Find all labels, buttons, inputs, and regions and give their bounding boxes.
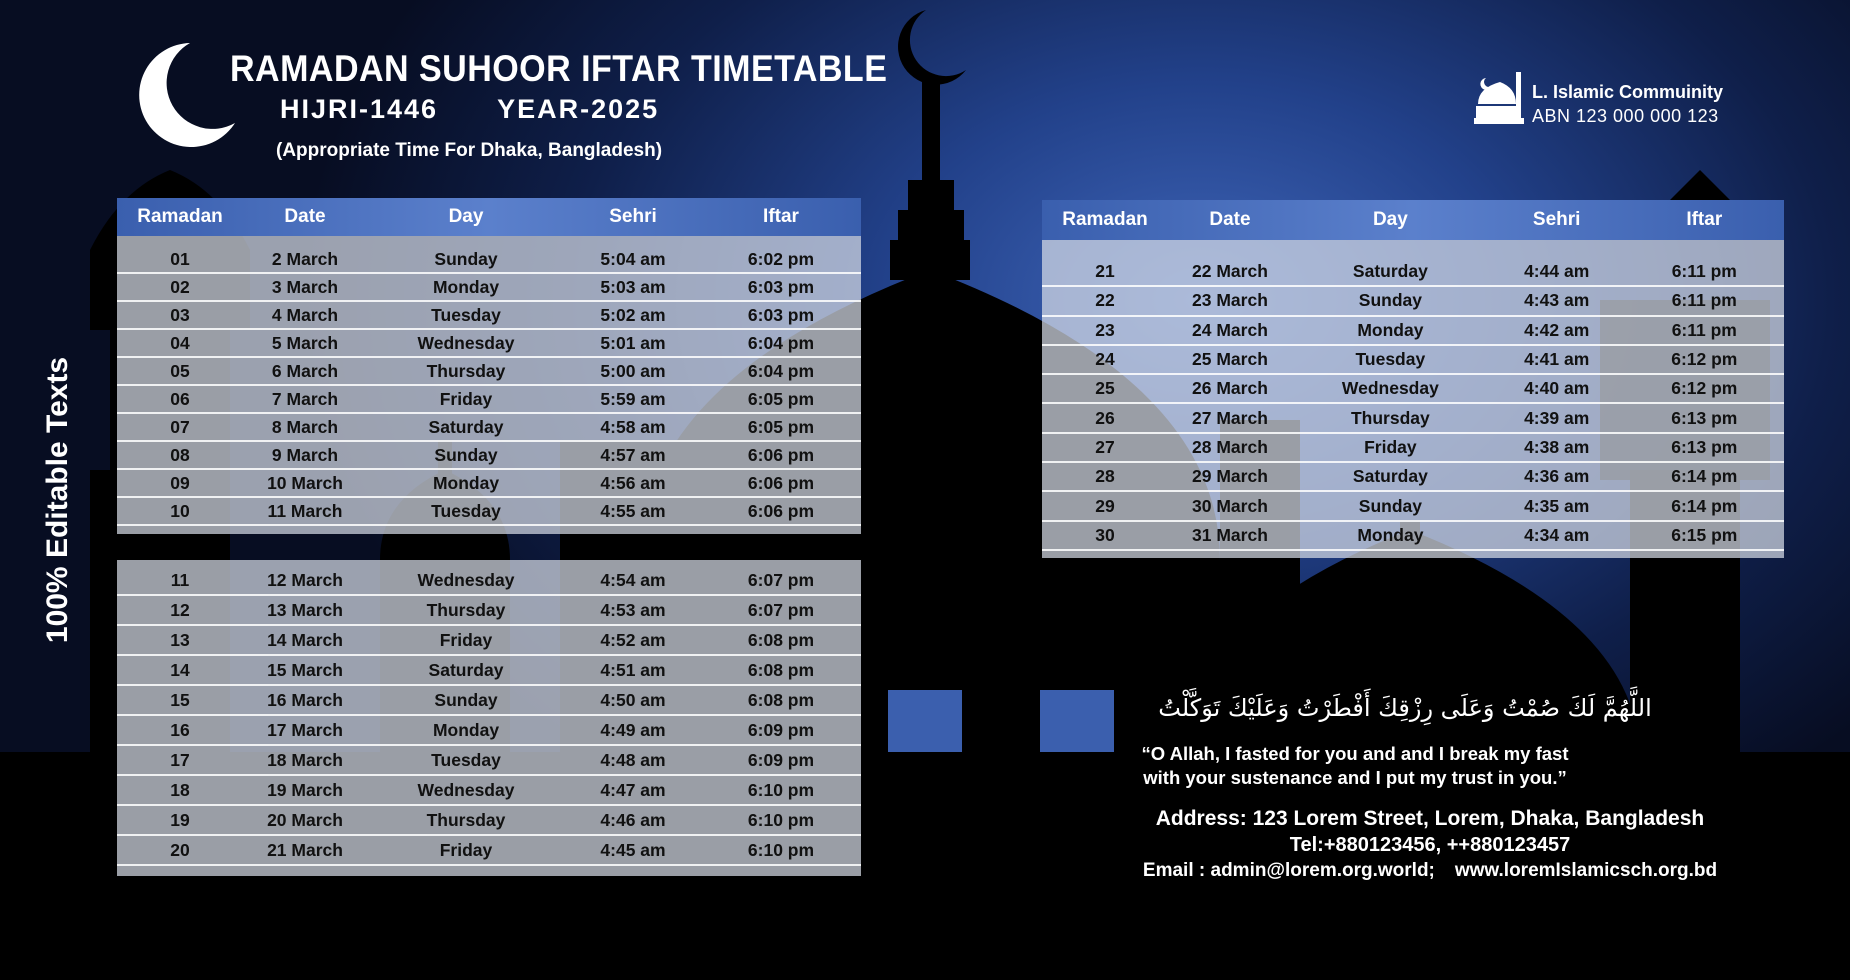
cell-date: 22 March — [1192, 261, 1268, 282]
address-text: Address: 123 Lorem Street, Lorem, Dhaka, Bangladesh — [1155, 807, 1705, 830]
cell-sehri: 4:34 am — [1524, 524, 1590, 545]
cell-sehri: 5:59 am — [600, 388, 666, 409]
cell-iftar: 6:03 pm — [747, 304, 815, 325]
cell-date: 3 March — [271, 276, 339, 297]
cell-date: 19 March — [267, 779, 343, 800]
cell-iftar: 6:13 pm — [1671, 436, 1738, 457]
cell-ramadan: 27 — [1095, 436, 1115, 457]
cell-day: Monday — [1357, 319, 1424, 340]
organization-block — [1472, 68, 1772, 130]
cell-ramadan: 13 — [170, 629, 190, 650]
cell-date: 20 March — [267, 809, 343, 830]
cell-ramadan: 02 — [170, 276, 190, 297]
cell-day: Tuesday — [431, 749, 501, 770]
cell-sehri: 5:01 am — [600, 332, 666, 353]
cell-iftar: 6:12 pm — [1671, 349, 1738, 370]
cell-sehri: 4:46 am — [600, 809, 666, 830]
cell-ramadan: 22 — [1095, 290, 1115, 311]
cell-date: 30 March — [1192, 495, 1268, 516]
editable-texts-label: 100% Editable Texts — [41, 356, 74, 644]
cell-date: 24 March — [1192, 319, 1268, 340]
cell-ramadan: 15 — [170, 689, 190, 710]
cell-day: Thursday — [1350, 407, 1430, 428]
cell-iftar: 6:08 pm — [747, 629, 815, 650]
table-row — [117, 566, 861, 596]
table-row — [1042, 258, 1784, 287]
cell-ramadan: 18 — [170, 779, 190, 800]
cell-ramadan: 26 — [1095, 407, 1115, 428]
table-row — [117, 470, 861, 498]
cell-iftar: 6:10 pm — [747, 809, 815, 830]
cell-sehri: 4:52 am — [600, 629, 666, 650]
cell-iftar: 6:04 pm — [747, 360, 815, 381]
table-row — [117, 498, 861, 526]
cell-iftar: 6:11 pm — [1671, 290, 1737, 311]
cell-iftar: 6:14 pm — [1671, 495, 1738, 516]
cell-date: 21 March — [267, 839, 343, 860]
cell-ramadan: 21 — [1095, 261, 1115, 282]
cell-ramadan: 24 — [1095, 349, 1115, 370]
table-row — [1042, 522, 1784, 551]
cell-sehri: 4:57 am — [600, 444, 666, 465]
cell-sehri: 4:43 am — [1524, 290, 1590, 311]
cell-iftar: 6:04 pm — [747, 332, 815, 353]
cell-sehri: 4:41 am — [1524, 349, 1590, 370]
cell-date: 29 March — [1192, 466, 1268, 487]
table-row — [1042, 317, 1784, 346]
cell-ramadan: 10 — [170, 500, 190, 521]
col-date: Date — [1209, 209, 1251, 230]
cell-date: 15 March — [267, 659, 343, 680]
cell-date: 4 March — [271, 304, 339, 325]
cell-sehri: 5:03 am — [600, 276, 666, 297]
cell-date: 10 March — [267, 472, 343, 493]
cell-date: 26 March — [1192, 378, 1268, 399]
table-row — [117, 716, 861, 746]
table-row — [1042, 375, 1784, 404]
cell-date: 11 March — [267, 500, 343, 521]
location-note: (Appropriate Time For Dhaka, Bangladesh) — [276, 140, 663, 161]
cell-sehri: 4:50 am — [600, 689, 666, 710]
table-row — [117, 746, 861, 776]
cell-day: Friday — [439, 839, 493, 860]
cell-iftar: 6:09 pm — [747, 749, 815, 770]
cell-ramadan: 20 — [170, 839, 190, 860]
cell-day: Sunday — [434, 248, 498, 269]
table-row — [117, 686, 861, 716]
cell-sehri: 4:54 am — [600, 569, 666, 590]
phone-text: Tel:+880123456, ++880123457 — [1289, 834, 1571, 856]
cell-day: Thursday — [426, 599, 506, 620]
cell-iftar: 6:11 pm — [1671, 261, 1737, 282]
table-row — [117, 776, 861, 806]
website-link[interactable]: www.loremIslamicsch.org.bd — [1454, 860, 1718, 881]
cell-iftar: 6:09 pm — [747, 719, 815, 740]
col-day: Day — [448, 206, 484, 227]
table-row — [1042, 463, 1784, 492]
cell-iftar: 6:08 pm — [747, 659, 815, 680]
cell-date: 9 March — [271, 444, 339, 465]
cell-date: 18 March — [267, 749, 343, 770]
cell-day: Monday — [432, 472, 500, 493]
cell-iftar: 6:10 pm — [747, 839, 815, 860]
cell-iftar: 6:13 pm — [1671, 407, 1738, 428]
cell-day: Sunday — [434, 444, 498, 465]
table-header — [1042, 200, 1784, 240]
cell-ramadan: 05 — [170, 360, 190, 381]
cell-day: Saturday — [428, 659, 504, 680]
page-subtitle — [280, 94, 709, 125]
cell-ramadan: 08 — [170, 444, 190, 465]
cell-day: Saturday — [1352, 261, 1428, 282]
cell-sehri: 5:00 am — [600, 360, 666, 381]
timetable-days-1-10 — [117, 198, 861, 534]
cell-iftar: 6:15 pm — [1671, 524, 1738, 545]
cell-day: Sunday — [1358, 290, 1422, 311]
col-sehri: Sehri — [609, 206, 657, 227]
cell-iftar: 6:06 pm — [747, 444, 815, 465]
cell-sehri: 4:49 am — [600, 719, 666, 740]
cell-iftar: 6:05 pm — [747, 416, 815, 437]
cell-ramadan: 11 — [170, 569, 190, 590]
cell-sehri: 4:39 am — [1524, 407, 1590, 428]
cell-ramadan: 06 — [170, 388, 190, 409]
cell-sehri: 4:48 am — [600, 749, 666, 770]
cell-date: 16 March — [267, 689, 343, 710]
table-row — [1042, 405, 1784, 434]
cell-ramadan: 28 — [1095, 466, 1115, 487]
cell-day: Thursday — [426, 360, 506, 381]
timetable-days-21-30 — [1042, 200, 1784, 558]
cell-ramadan: 29 — [1095, 495, 1115, 516]
cell-sehri: 4:35 am — [1524, 495, 1590, 516]
cell-ramadan: 01 — [170, 248, 190, 269]
table-row — [117, 596, 861, 626]
cell-ramadan: 25 — [1095, 378, 1115, 399]
mosque-icon — [1472, 68, 1528, 128]
cell-day: Wednesday — [417, 332, 515, 353]
cell-date: 17 March — [267, 719, 343, 740]
cell-sehri: 4:40 am — [1524, 378, 1590, 399]
dua-arabic-calligraphy — [1158, 680, 1652, 730]
table-row — [1042, 492, 1784, 521]
cell-date: 8 March — [271, 416, 339, 437]
cell-day: Monday — [1357, 524, 1424, 545]
cell-day: Tuesday — [431, 304, 501, 325]
cell-sehri: 4:47 am — [600, 779, 666, 800]
cell-day: Tuesday — [431, 500, 501, 521]
table-row — [1042, 287, 1784, 316]
table-row — [117, 836, 861, 866]
cell-ramadan: 03 — [170, 304, 190, 325]
cell-iftar: 6:03 pm — [747, 276, 815, 297]
organization-name: L. Islamic Commuinity — [1532, 82, 1724, 102]
cell-date: 6 March — [271, 360, 339, 381]
cell-sehri: 5:04 am — [600, 248, 666, 269]
cell-sehri: 4:55 am — [600, 500, 666, 521]
cell-ramadan: 30 — [1095, 524, 1115, 545]
cell-date: 25 March — [1192, 349, 1268, 370]
cell-day: Monday — [432, 719, 500, 740]
cell-day: Friday — [439, 388, 493, 409]
cell-date: 31 March — [1192, 524, 1268, 545]
cell-day: Tuesday — [1355, 349, 1426, 370]
cell-date: 7 March — [271, 388, 339, 409]
cell-iftar: 6:07 pm — [747, 599, 815, 620]
gregorian-year: YEAR-2025 — [497, 94, 660, 124]
cell-sehri: 4:44 am — [1524, 261, 1590, 282]
crescent-moon-icon — [130, 38, 240, 148]
table-row — [117, 656, 861, 686]
col-ramadan: Ramadan — [1062, 209, 1148, 230]
cell-iftar: 6:06 pm — [747, 472, 815, 493]
cell-date: 5 March — [271, 332, 339, 353]
cell-day: Thursday — [426, 809, 506, 830]
dua-line-2: with your sustenance and I put my trust in you.” — [1143, 767, 1567, 788]
cell-day: Saturday — [1352, 466, 1428, 487]
cell-iftar: 6:10 pm — [747, 779, 815, 800]
cell-ramadan: 14 — [170, 659, 190, 680]
timetable-days-11-20 — [117, 560, 861, 876]
cell-date: 27 March — [1192, 407, 1268, 428]
table-row — [117, 626, 861, 656]
col-date: Date — [284, 206, 326, 227]
cell-date: 14 March — [267, 629, 343, 650]
table-row — [117, 330, 861, 358]
cell-ramadan: 12 — [170, 599, 190, 620]
cell-day: Sunday — [1358, 495, 1422, 516]
cell-ramadan: 17 — [170, 749, 190, 770]
cell-date: 28 March — [1192, 436, 1268, 457]
cell-day: Monday — [432, 276, 500, 297]
cell-iftar: 6:14 pm — [1671, 466, 1738, 487]
col-ramadan: Ramadan — [137, 206, 223, 227]
table-row — [117, 274, 861, 302]
cell-sehri: 4:58 am — [600, 416, 666, 437]
table-row — [117, 386, 861, 414]
cell-iftar: 6:06 pm — [747, 500, 815, 521]
cell-day: Friday — [1364, 436, 1417, 457]
cell-sehri: 4:56 am — [600, 472, 666, 493]
cell-ramadan: 19 — [170, 809, 190, 830]
page-title: RAMADAN SUHOOR IFTAR TIMETABLE — [230, 48, 888, 89]
cell-ramadan: 04 — [170, 332, 190, 353]
table-row — [117, 806, 861, 836]
cell-sehri: 4:38 am — [1524, 436, 1590, 457]
cell-day: Wednesday — [417, 779, 515, 800]
dua-arabic-text: اللَّهُمَّ لَكَ صُمْتُ وَعَلَى رِزْقِكَ أَفْطَرْتُ وَعَلَيْكَ تَوَكَّلْتُ — [1158, 694, 1652, 722]
cell-date: 2 March — [271, 248, 339, 269]
cell-ramadan: 16 — [170, 719, 190, 740]
contact-block — [1060, 806, 1800, 884]
col-iftar: Iftar — [1686, 209, 1723, 230]
table-row — [117, 302, 861, 330]
table-row — [117, 358, 861, 386]
col-iftar: Iftar — [763, 206, 799, 227]
cell-day: Wednesday — [417, 569, 515, 590]
table-row — [1042, 346, 1784, 375]
organization-abn: ABN 123 000 000 123 — [1532, 106, 1719, 126]
cell-iftar: 6:07 pm — [747, 569, 815, 590]
cell-date: 23 March — [1192, 290, 1268, 311]
cell-iftar: 6:02 pm — [747, 248, 815, 269]
cell-day: Friday — [439, 629, 493, 650]
table-row — [117, 442, 861, 470]
dua-translation — [1100, 742, 1610, 790]
col-day: Day — [1372, 209, 1408, 230]
email-link[interactable]: Email : admin@lorem.org.world; — [1142, 860, 1435, 881]
col-sehri: Sehri — [1532, 209, 1581, 230]
cell-sehri: 4:53 am — [600, 599, 666, 620]
dua-arabic — [1158, 680, 1652, 730]
cell-iftar: 6:08 pm — [747, 689, 815, 710]
table-header — [117, 198, 861, 236]
email-line — [1060, 858, 1800, 884]
cell-sehri: 4:45 am — [600, 839, 666, 860]
cell-iftar: 6:11 pm — [1671, 319, 1737, 340]
dua-line-1: “O Allah, I fasted for you and and I break my fast — [1141, 743, 1569, 764]
cell-date: 13 March — [267, 599, 343, 620]
hijri-year: HIJRI-1446 — [280, 94, 439, 124]
table-row — [1042, 434, 1784, 463]
cell-iftar: 6:05 pm — [747, 388, 815, 409]
table-row — [117, 246, 861, 274]
cell-ramadan: 23 — [1095, 319, 1115, 340]
cell-day: Wednesday — [1341, 378, 1439, 399]
cell-sehri: 4:36 am — [1524, 466, 1590, 487]
cell-sehri: 5:02 am — [600, 304, 666, 325]
cell-ramadan: 07 — [170, 416, 190, 437]
cell-iftar: 6:12 pm — [1671, 378, 1738, 399]
cell-ramadan: 09 — [170, 472, 190, 493]
cell-day: Saturday — [428, 416, 504, 437]
cell-sehri: 4:42 am — [1524, 319, 1590, 340]
cell-day: Sunday — [434, 689, 498, 710]
cell-sehri: 4:51 am — [600, 659, 666, 680]
cell-date: 12 March — [267, 569, 343, 590]
table-row — [117, 414, 861, 442]
